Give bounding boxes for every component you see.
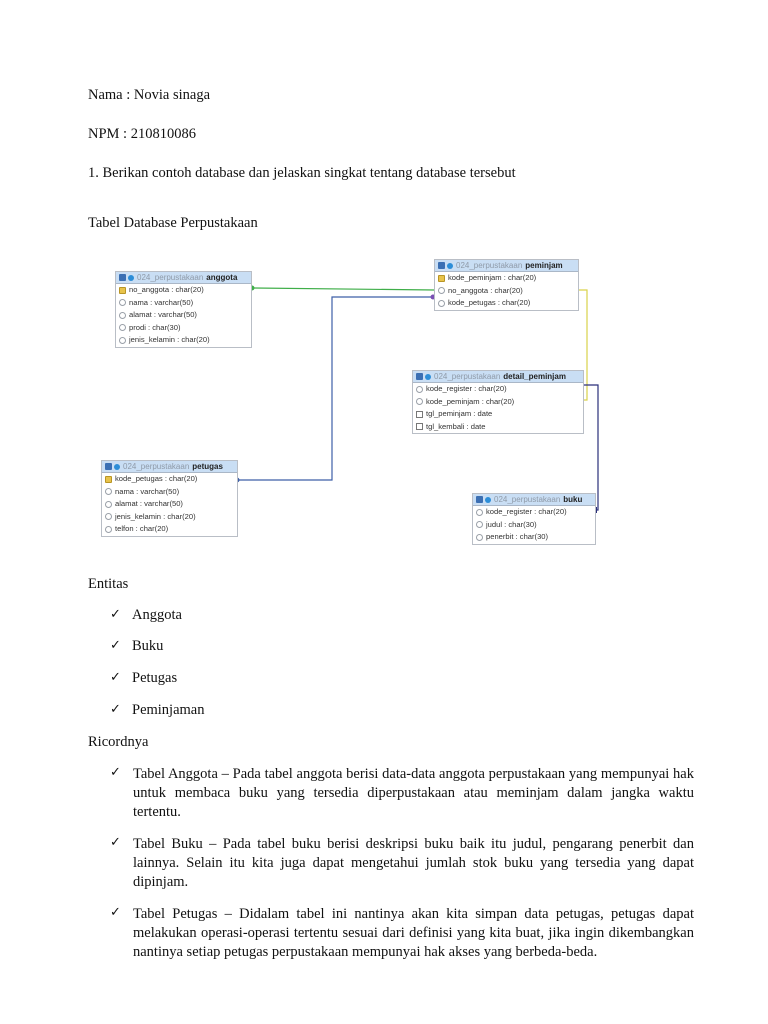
- column-label: jenis_kelamin : char(20): [129, 335, 210, 344]
- table-peminjam-header: [435, 260, 578, 272]
- entitas-heading: Entitas: [88, 576, 129, 592]
- column-label: jenis_kelamin : char(20): [115, 511, 196, 521]
- question-line: 1. Berikan contoh database dan jelaskan singkat tentang database tersebut: [88, 165, 516, 181]
- table-anggota-header: [116, 272, 251, 284]
- column-label: nama : varchar(50): [115, 486, 180, 496]
- table-schema: 024_perpustakaan: [434, 372, 501, 381]
- er-diagram: [90, 252, 620, 552]
- column-label: no_anggota : char(20): [448, 285, 523, 295]
- column-icon: [438, 287, 445, 294]
- check-icon: ✓: [110, 638, 121, 653]
- column-icon: [119, 312, 126, 319]
- check-icon: ✓: [110, 765, 121, 780]
- column-row: [435, 285, 578, 298]
- list-item-label: Petugas: [132, 670, 178, 686]
- column-icon: [438, 300, 445, 307]
- date-icon: [416, 411, 423, 418]
- column-label: kode_register : char(20): [426, 384, 507, 393]
- key-icon: [119, 287, 126, 294]
- table-petugas[interactable]: [101, 460, 238, 537]
- check-icon: ✓: [110, 835, 121, 850]
- ricordnya-heading: Ricordnya: [88, 734, 149, 750]
- table-schema: 024_perpustakaan: [456, 261, 523, 270]
- check-icon: ✓: [110, 670, 121, 685]
- column-row: [102, 473, 237, 486]
- paragraph: Tabel Buku – Pada tabel buku berisi deskripsi buku baik itu judul, pengarang penerbit dan lainnya. Selain itu kita juga dapat mengetahui jumlah stok buku yang tersedia yang dapat dipinjam.: [133, 836, 694, 890]
- table-name: anggota: [206, 273, 238, 282]
- relation-petugas-peminjam: [237, 297, 435, 480]
- toggle-icon: [476, 496, 483, 503]
- check-icon: ✓: [110, 905, 121, 920]
- column-row: [116, 297, 251, 310]
- column-row: [116, 334, 251, 347]
- column-label: telfon : char(20): [115, 524, 169, 533]
- table-icon: [447, 263, 453, 269]
- table-name: buku: [563, 495, 583, 504]
- column-icon: [476, 521, 483, 528]
- column-label: kode_peminjam : char(20): [448, 273, 537, 282]
- table-schema: 024_perpustakaan: [494, 495, 561, 504]
- column-icon: [105, 488, 112, 495]
- table-detail-peminjam[interactable]: [412, 370, 584, 434]
- column-label: kode_petugas : char(20): [115, 474, 198, 483]
- diagram-subtitle: Tabel Database Perpustakaan: [88, 215, 258, 231]
- table-schema: 024_perpustakaan: [123, 462, 190, 471]
- column-label: alamat : varchar(50): [115, 499, 183, 508]
- table-icon: [485, 497, 491, 503]
- column-label: tgl_kembali : date: [426, 421, 486, 431]
- column-row: [435, 272, 578, 285]
- column-label: kode_register : char(20): [486, 507, 567, 516]
- column-label: nama : varchar(50): [129, 297, 194, 307]
- table-icon: [128, 275, 134, 281]
- column-icon: [105, 526, 112, 533]
- column-row: [102, 523, 237, 536]
- column-row: [413, 383, 583, 396]
- column-icon: [476, 509, 483, 516]
- column-label: tgl_peminjam : date: [426, 409, 493, 418]
- paragraph: Tabel Petugas – Didalam tabel ini nantinya akan kita simpan data petugas, petugas dapat melakukan operasi-operasi tertentu sesuai dari definisi yang kita buat, jika ingin dikembangkan nantinya setiap petugas perpustakaan mempunyai hak akses yang berbeda-beda.: [133, 906, 694, 960]
- column-icon: [416, 386, 423, 393]
- toggle-icon: [105, 463, 112, 470]
- check-icon: ✓: [110, 607, 121, 622]
- column-row: [413, 421, 583, 434]
- table-name: detail_peminjam: [503, 372, 566, 381]
- toggle-icon: [438, 262, 445, 269]
- column-row: [473, 531, 595, 544]
- column-label: no_anggota : char(20): [129, 285, 204, 294]
- column-row: [473, 519, 595, 532]
- list-item-label: Anggota: [132, 607, 182, 623]
- column-label: alamat : varchar(50): [129, 310, 197, 319]
- toggle-icon: [119, 274, 126, 281]
- nama-line: Nama : Novia sinaga: [88, 87, 211, 103]
- date-icon: [416, 423, 423, 430]
- column-row: [116, 322, 251, 335]
- column-icon: [105, 513, 112, 520]
- column-icon: [105, 501, 112, 508]
- toggle-icon: [416, 373, 423, 380]
- table-buku-header: [473, 494, 595, 506]
- column-label: judul : char(30): [486, 519, 537, 529]
- column-icon: [476, 534, 483, 541]
- table-buku[interactable]: [472, 493, 596, 545]
- column-row: [102, 486, 237, 499]
- table-icon: [425, 374, 431, 380]
- column-row: [102, 498, 237, 511]
- column-row: [116, 309, 251, 322]
- npm-line: NPM : 210810086: [88, 126, 196, 142]
- column-icon: [119, 337, 126, 344]
- column-label: prodi : char(30): [129, 322, 181, 332]
- check-icon: ✓: [110, 702, 121, 717]
- column-icon: [119, 324, 126, 331]
- column-label: kode_peminjam : char(20): [426, 396, 515, 406]
- list-item-label: Peminjaman: [132, 702, 205, 718]
- table-detail-peminjam-header: [413, 371, 583, 383]
- key-icon: [438, 275, 445, 282]
- table-icon: [114, 464, 120, 470]
- column-row: [116, 284, 251, 297]
- table-petugas-header: [102, 461, 237, 473]
- table-anggota[interactable]: [115, 271, 252, 348]
- paragraph: Tabel Anggota – Pada tabel anggota berisi data-data anggota perpustakaan yang mempunyai hak untuk membaca buku yang tersedia diperpustakaan atau meminjam dalam jangka waktu tertentu.: [133, 766, 694, 820]
- column-icon: [119, 299, 126, 306]
- relation-anggota-peminjam: [252, 288, 435, 290]
- list-item-label: Buku: [132, 638, 164, 654]
- key-icon: [105, 476, 112, 483]
- table-name: peminjam: [525, 261, 563, 270]
- relation-detail-buku: [583, 385, 598, 510]
- column-label: kode_petugas : char(20): [448, 298, 531, 307]
- column-row: [413, 396, 583, 409]
- column-row: [473, 506, 595, 519]
- column-row: [102, 511, 237, 524]
- table-name: petugas: [192, 462, 223, 471]
- column-label: penerbit : char(30): [486, 532, 549, 541]
- column-row: [435, 297, 578, 310]
- table-schema: 024_perpustakaan: [137, 273, 204, 282]
- column-row: [413, 408, 583, 421]
- column-icon: [416, 398, 423, 405]
- table-peminjam[interactable]: [434, 259, 579, 311]
